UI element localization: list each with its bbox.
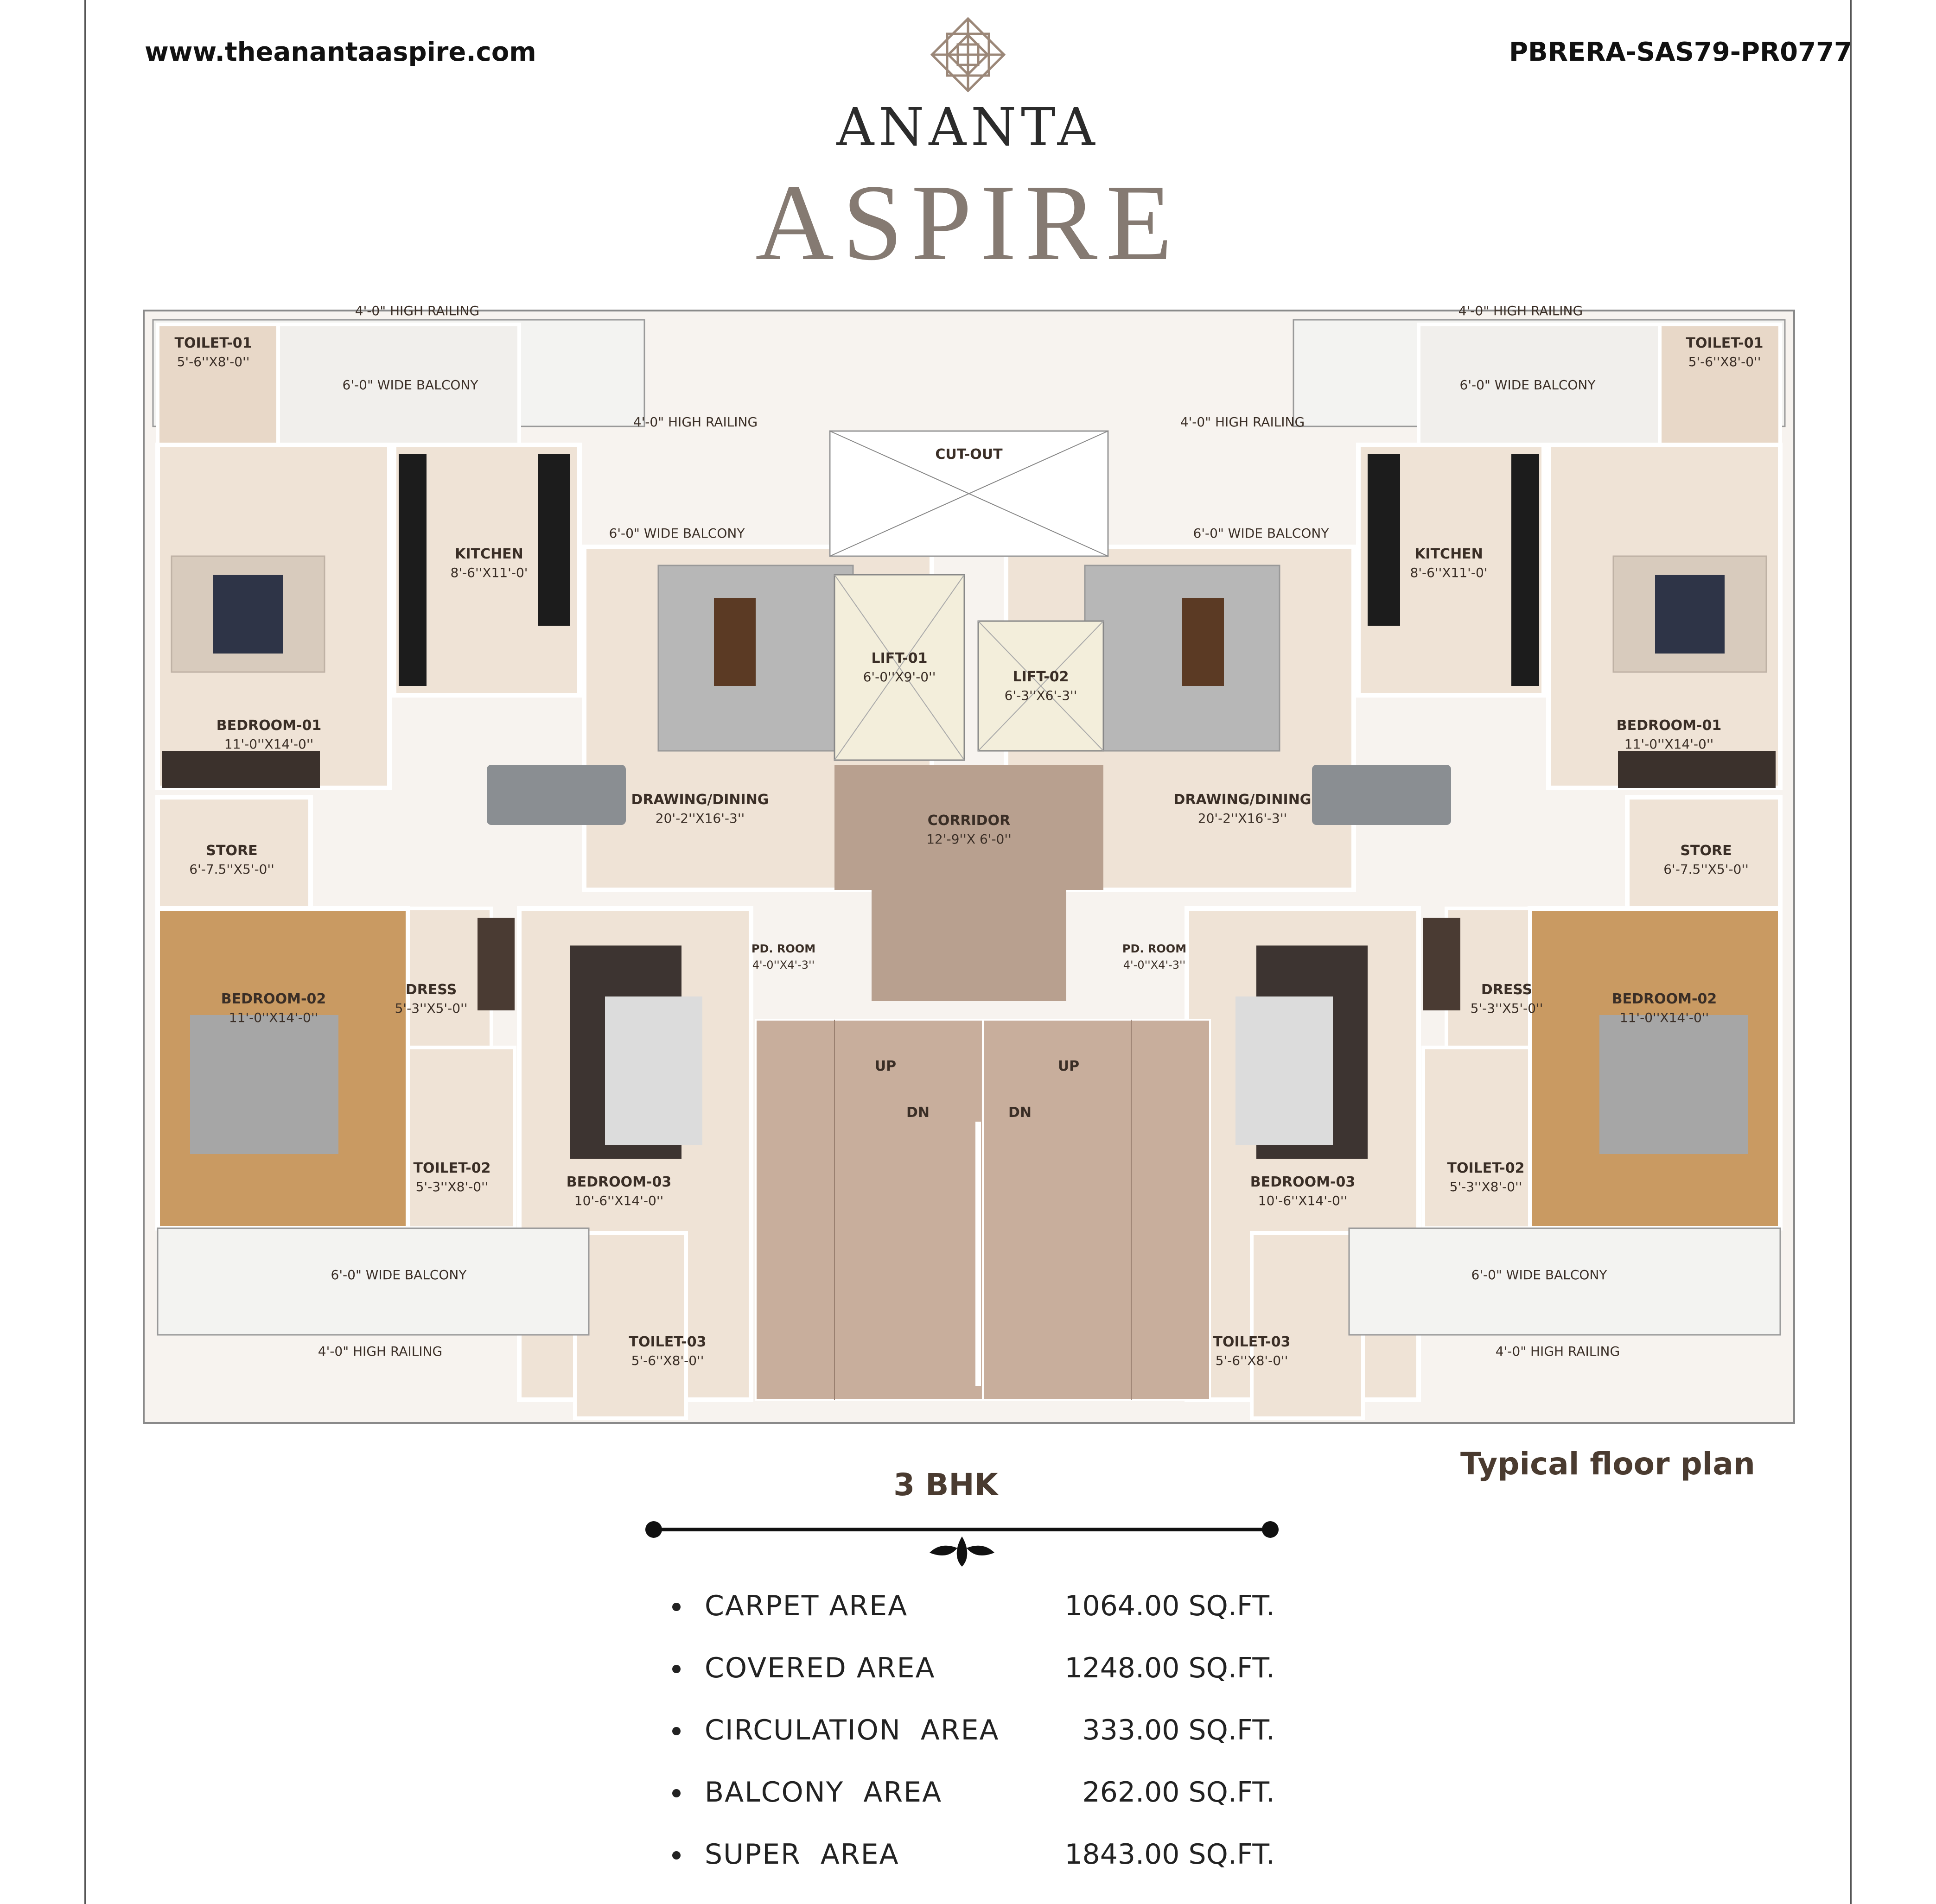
room-name: BEDROOM-01 (1616, 717, 1722, 734)
room-name: PD. ROOM (751, 942, 816, 955)
room-name: DRESS (405, 982, 457, 998)
room-dimension: 5'-6''X8'-0'' (177, 354, 250, 369)
area-label: BALCONY AREA (705, 1776, 943, 1809)
ornamental-divider (644, 1516, 1280, 1571)
area-value: 333.00 SQ.FT. (1082, 1714, 1275, 1746)
cutout-label: CUT-OUT (935, 446, 1003, 463)
room-dimension: 11'-0''X14'-0'' (1624, 736, 1714, 752)
area-row-super (672, 1838, 1275, 1900)
balcony-note: 6'-0" WIDE BALCONY (1459, 377, 1596, 393)
room-dimension: 5'-3''X8'-0'' (415, 1179, 489, 1194)
balcony-note: 6'-0" WIDE BALCONY (1193, 526, 1329, 541)
balcony-note: 6'-0" WIDE BALCONY (331, 1267, 467, 1282)
area-value: 1248.00 SQ.FT. (1064, 1652, 1275, 1684)
area-value: 262.00 SQ.FT. (1082, 1776, 1275, 1809)
railing-note: 4'-0" HIGH RAILING (1458, 303, 1583, 318)
balcony-note: 6'-0" WIDE BALCONY (342, 377, 478, 393)
stair-down-label: DN (906, 1104, 930, 1121)
lift-02-dimension: 6'-3''X6'-3'' (1004, 688, 1077, 703)
stair-up-label: UP (1057, 1058, 1080, 1074)
bullet-icon (672, 1603, 681, 1611)
stair-up-label: UP (874, 1058, 897, 1074)
brand-name-line1: ANANTA (836, 97, 1100, 158)
plan-title: Typical floor plan (1460, 1446, 1755, 1482)
room-name: BEDROOM-01 (216, 717, 322, 734)
room-dimension: 6'-7.5''X5'-0'' (1663, 862, 1749, 877)
unit-type-heading: 3 BHK (893, 1467, 998, 1503)
frame-line-right (1850, 0, 1852, 1904)
area-table (672, 1590, 1275, 1900)
room-name: STORE (1680, 843, 1732, 859)
corridor-dimension: 12'-9''X 6'-0'' (926, 831, 1012, 847)
frame-line-left (84, 0, 86, 1904)
railing-note: 4'-0" HIGH RAILING (1495, 1344, 1620, 1359)
room-dimension: 11'-0''X14'-0'' (1619, 1010, 1709, 1025)
room-name: KITCHEN (455, 546, 523, 562)
area-label: COVERED AREA (705, 1652, 936, 1684)
room-dimension: 20'-2''X16'-3'' (655, 811, 745, 826)
railing-note: 4'-0" HIGH RAILING (318, 1344, 443, 1359)
area-label: CARPET AREA (705, 1590, 908, 1622)
area-row-carpet (672, 1590, 1275, 1652)
room-dimension: 10'-6''X14'-0'' (574, 1193, 664, 1208)
room-dimension: 5'-3''X5'-0'' (395, 1001, 468, 1016)
lift-01-dimension: 6'-0''X9'-0'' (863, 669, 936, 685)
room-name: DRAWING/DINING (631, 792, 769, 808)
brand-name-line2: ASPIRE (755, 162, 1181, 283)
room-name: BEDROOM-03 (1250, 1174, 1356, 1190)
bullet-icon (672, 1665, 681, 1673)
balcony-note: 6'-0" WIDE BALCONY (1471, 1267, 1607, 1282)
area-label: SUPER AREA (705, 1838, 899, 1871)
room-name: TOILET-01 (174, 335, 252, 351)
area-row-balcony (672, 1776, 1275, 1838)
room-name: PD. ROOM (1122, 942, 1187, 955)
room-name: DRESS (1481, 982, 1533, 998)
room-name: BEDROOM-02 (1611, 991, 1717, 1007)
floor-plan (139, 297, 1799, 1428)
room-dimension: 5'-6''X8'-0'' (1688, 354, 1761, 369)
room-dimension: 5'-6''X8'-0'' (1215, 1353, 1288, 1368)
area-label: CIRCULATION AREA (705, 1714, 1000, 1746)
rera-number: PBRERA-SAS79-PR0777 (1509, 37, 1853, 67)
room-name: TOILET-02 (413, 1160, 491, 1176)
railing-note: 4'-0" HIGH RAILING (633, 414, 758, 430)
area-row-circulation (672, 1714, 1275, 1776)
room-dimension: 8'-6''X11'-0' (1410, 565, 1488, 580)
room-name: TOILET-01 (1686, 335, 1764, 351)
website-url[interactable]: www.theanantaaspire.com (145, 37, 536, 67)
room-name: BEDROOM-02 (221, 991, 326, 1007)
room-name: STORE (206, 843, 258, 859)
balcony-note: 6'-0" WIDE BALCONY (609, 526, 745, 541)
room-dimension: 20'-2''X16'-3'' (1197, 811, 1287, 826)
room-dimension: 11'-0''X14'-0'' (224, 736, 314, 752)
room-name: DRAWING/DINING (1173, 792, 1312, 808)
corridor-label: CORRIDOR (927, 812, 1011, 829)
area-value: 1843.00 SQ.FT. (1064, 1838, 1275, 1871)
brand-logo-emblem (922, 8, 1014, 101)
room-dimension: 8'-6''X11'-0' (450, 565, 528, 580)
room-dimension: 4'-0''X4'-3'' (752, 958, 815, 971)
room-name: KITCHEN (1414, 546, 1483, 562)
room-dimension: 6'-7.5''X5'-0'' (189, 862, 274, 877)
room-name: TOILET-03 (1213, 1334, 1291, 1350)
railing-note: 4'-0" HIGH RAILING (1180, 414, 1305, 430)
room-dimension: 4'-0''X4'-3'' (1123, 958, 1186, 971)
area-row-covered (672, 1652, 1275, 1714)
bullet-icon (672, 1727, 681, 1735)
room-dimension: 5'-6''X8'-0'' (631, 1353, 704, 1368)
room-dimension: 11'-0''X14'-0'' (229, 1010, 318, 1025)
bullet-icon (672, 1851, 681, 1860)
room-dimension: 5'-3''X8'-0'' (1449, 1179, 1522, 1194)
room-name: TOILET-02 (1447, 1160, 1525, 1176)
room-dimension: 10'-6''X14'-0'' (1258, 1193, 1348, 1208)
room-dimension: 5'-3''X5'-0'' (1470, 1001, 1543, 1016)
bullet-icon (672, 1789, 681, 1797)
room-name: BEDROOM-03 (566, 1174, 672, 1190)
stair-down-label: DN (1008, 1104, 1032, 1121)
lift-01-label: LIFT-01 (871, 650, 928, 666)
room-name: TOILET-03 (629, 1334, 707, 1350)
lift-02-label: LIFT-02 (1013, 669, 1069, 685)
area-value: 1064.00 SQ.FT. (1064, 1590, 1275, 1622)
railing-note: 4'-0" HIGH RAILING (355, 303, 480, 318)
